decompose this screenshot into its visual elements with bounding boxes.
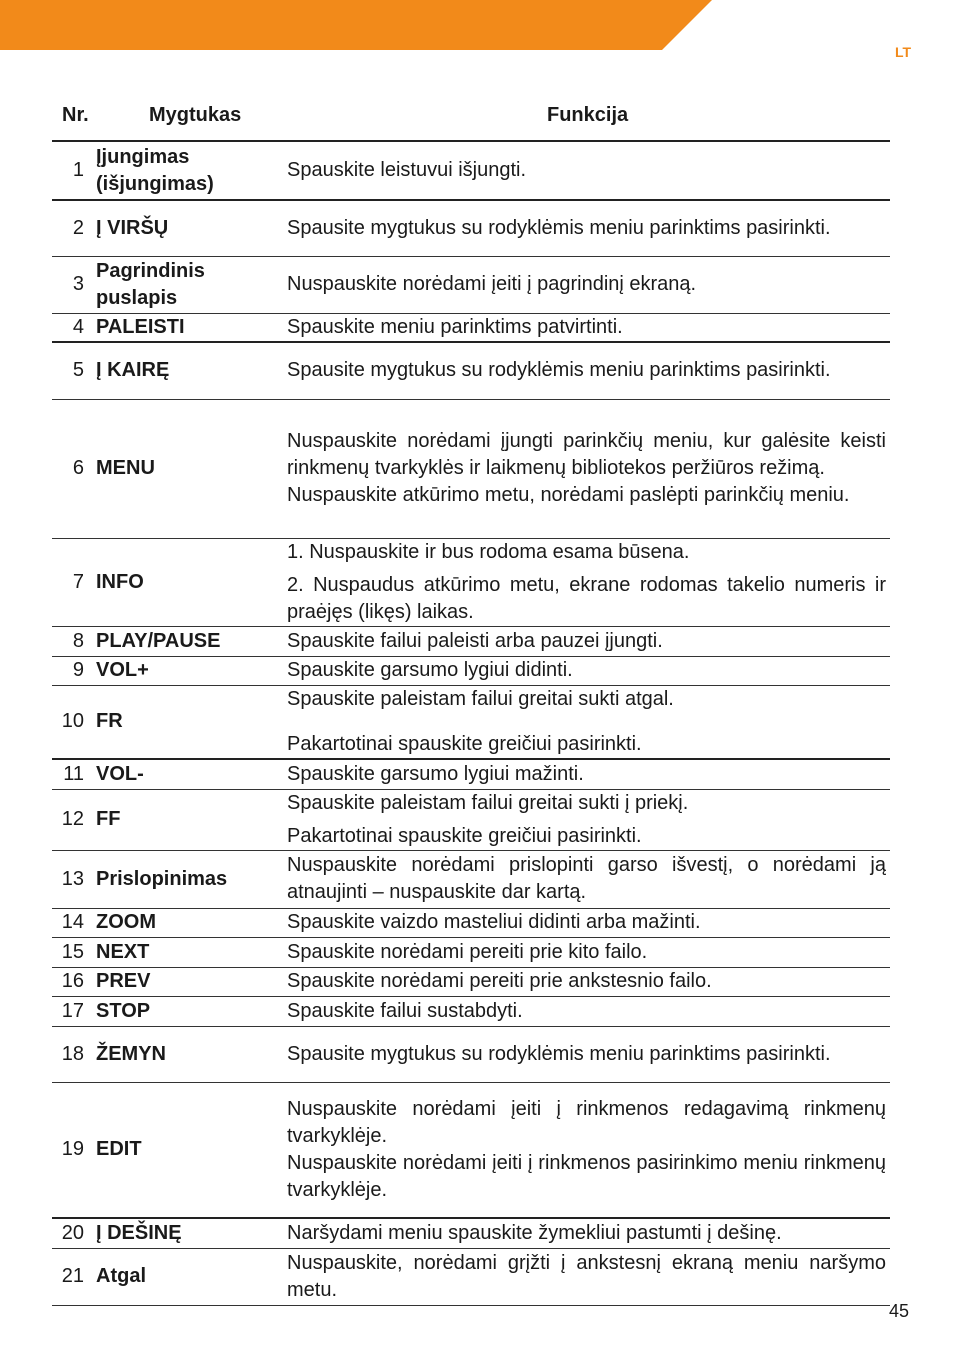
table-row [52, 967, 890, 996]
button-name-line: ZOOM [96, 911, 156, 933]
button-name [96, 656, 287, 685]
function-description [287, 626, 890, 656]
function-paragraph: Spauskite vaizdo masteliui didinti arba mažinti. [287, 911, 701, 933]
function-description [287, 1218, 890, 1248]
function-description [287, 256, 890, 313]
function-description [287, 656, 890, 685]
function-description [287, 200, 890, 256]
button-name [96, 538, 287, 626]
row-number: 12 [52, 789, 96, 850]
table-row [52, 759, 890, 789]
function-description [287, 685, 890, 759]
row-number: 2 [52, 200, 96, 256]
table-row [52, 850, 890, 908]
table-row [52, 789, 890, 850]
column-header-function: Funkcija [547, 104, 629, 126]
page-number: 45 [889, 1301, 910, 1321]
row-number: 19 [52, 1082, 96, 1218]
button-name [96, 967, 287, 996]
row-number: 10 [52, 685, 96, 759]
button-name [96, 626, 287, 656]
function-paragraph: Nuspauskite norėdami prislopinti garso išvestį, o norėdami ją atnaujinti – nuspauskite dar kartą. [287, 854, 886, 903]
function-paragraph: Nuspauskite norėdami įjungti parinkčių meniu, kur galėsite keisti rinkmenų tvarkyklės ir laikmenų bibliotekos peržiūros režimą. [287, 430, 886, 479]
button-name [96, 313, 287, 342]
button-name-line: Įjungimas [96, 145, 190, 168]
table-row [52, 399, 890, 538]
button-name-line: Į DEŠINĘ [96, 1221, 182, 1244]
button-name-line: puslapis [96, 286, 178, 309]
button-name-line: PALEISTI [96, 315, 185, 338]
function-paragraph: Nuspauskite norėdami įeiti į rinkmenos pasirinkimo meniu rinkmenų tvarkyklėje. [287, 1151, 886, 1201]
function-description [287, 937, 890, 967]
button-name [96, 399, 287, 538]
row-number: 16 [52, 967, 96, 996]
button-name [96, 200, 287, 256]
table-row [52, 1026, 890, 1082]
button-name-line: Į VIRŠŲ [96, 216, 169, 239]
function-paragraph: Spauskite meniu parinktims patvirtinti. [287, 315, 623, 338]
row-number: 1 [52, 141, 96, 200]
button-name-line: NEXT [96, 940, 150, 963]
button-name-line: MENU [96, 457, 155, 479]
table-row [52, 1248, 890, 1305]
table-row [52, 1082, 890, 1218]
function-paragraph: Spauskite garsumo lygiui mažinti. [287, 762, 584, 785]
function-paragraph: Spauskite paleistam failui greitai sukti į priekį. [287, 791, 689, 814]
function-paragraph: Spauskite norėdami pereiti prie kito failo. [287, 940, 648, 963]
function-description [287, 538, 890, 626]
row-number: 20 [52, 1218, 96, 1248]
button-name-line: Pagrindinis [96, 259, 205, 282]
function-paragraph: Spausite mygtukus su rodyklėmis meniu parinktims pasirinkti. [287, 1042, 831, 1065]
button-name-line: PLAY/PAUSE [96, 629, 221, 652]
button-name [96, 685, 287, 759]
row-number: 17 [52, 996, 96, 1026]
table-row [52, 937, 890, 967]
row-number: 21 [52, 1248, 96, 1305]
function-description [287, 1026, 890, 1082]
function-description [287, 399, 890, 538]
button-name [96, 141, 287, 200]
function-paragraph: Nuspauskite norėdami įeiti į rinkmenos redagavimą rinkmenų tvarkyklėje. [287, 1097, 886, 1147]
row-number: 18 [52, 1026, 96, 1082]
column-header-button: Mygtukas [149, 104, 242, 126]
function-paragraph: Nuspauskite norėdami įeiti į pagrindinį ekraną. [287, 273, 697, 295]
button-name-line: FF [96, 808, 121, 830]
function-description [287, 1082, 890, 1218]
function-paragraph: Spausite mygtukus su rodyklėmis meniu parinktims pasirinkti. [287, 359, 831, 382]
table-row [52, 626, 890, 656]
function-paragraph: Naršydami meniu spauskite žymekliui pastumti į dešinę. [287, 1221, 782, 1244]
table-row [52, 908, 890, 937]
button-name [96, 789, 287, 850]
table-row [52, 313, 890, 342]
table-row [52, 256, 890, 313]
button-name-line: FR [96, 710, 123, 733]
button-name [96, 850, 287, 908]
row-number: 11 [52, 759, 96, 789]
language-label: LT [895, 44, 912, 60]
row-number: 6 [52, 399, 96, 538]
function-paragraph: Spauskite paleistam failui greitai sukti atgal. [287, 687, 674, 710]
row-number: 15 [52, 937, 96, 967]
button-name-line: (išjungimas) [96, 172, 214, 195]
button-name [96, 1248, 287, 1305]
function-paragraph: 2. Nuspaudus atkūrimo metu, ekrane rodomas takelio numeris ir praėjęs (likęs) laikas. [287, 573, 886, 623]
function-paragraph: Pakartotinai spauskite greičiui pasirinkti. [287, 824, 642, 847]
row-number: 5 [52, 342, 96, 399]
row-number: 7 [52, 538, 96, 626]
button-name-line: VOL+ [96, 659, 149, 681]
row-number: 14 [52, 908, 96, 937]
button-name-line: Į KAIRĘ [96, 359, 170, 382]
button-name [96, 908, 287, 937]
function-description [287, 1248, 890, 1305]
row-number: 4 [52, 313, 96, 342]
header-banner [0, 0, 954, 50]
button-name-line: EDIT [96, 1138, 142, 1161]
function-description [287, 313, 890, 342]
button-name-line: INFO [96, 570, 144, 593]
function-paragraph: 1. Nuspauskite ir bus rodoma esama būsena. [287, 540, 690, 563]
button-name [96, 759, 287, 789]
button-name-line: Prislopinimas [96, 867, 228, 890]
function-description [287, 759, 890, 789]
button-name [96, 937, 287, 967]
function-description [287, 789, 890, 850]
button-name [96, 1026, 287, 1082]
table-row [52, 685, 890, 759]
table-row [52, 342, 890, 399]
button-name [96, 256, 287, 313]
function-paragraph: Spauskite failui paleisti arba pauzei įjungti. [287, 629, 663, 652]
button-name-line: STOP [96, 999, 151, 1022]
function-paragraph: Spauskite failui sustabdyti. [287, 999, 523, 1022]
function-description [287, 908, 890, 937]
row-number: 9 [52, 656, 96, 685]
row-number: 8 [52, 626, 96, 656]
function-paragraph: Spauskite garsumo lygiui didinti. [287, 659, 573, 681]
button-name-line: PREV [96, 970, 151, 992]
button-name [96, 342, 287, 399]
function-description [287, 996, 890, 1026]
row-number: 3 [52, 256, 96, 313]
button-name [96, 1082, 287, 1218]
function-paragraph: Spauskite norėdami pereiti prie ankstesnio failo. [287, 970, 712, 992]
column-header-nr: Nr. [62, 104, 89, 126]
function-paragraph: Spauskite leistuvui išjungti. [287, 159, 527, 181]
function-description [287, 967, 890, 996]
table-row [52, 996, 890, 1026]
function-paragraph: Nuspauskite atkūrimo metu, norėdami paslėpti parinkčių meniu. [287, 484, 850, 506]
function-paragraph: Spausite mygtukus su rodyklėmis meniu parinktims pasirinkti. [287, 216, 831, 239]
function-paragraph: Nuspauskite, norėdami grįžti į ankstesnį ekraną meniu naršymo metu. [287, 1251, 886, 1301]
function-description [287, 850, 890, 908]
button-name [96, 996, 287, 1026]
table-row [52, 1218, 890, 1248]
button-name-line: Atgal [96, 1265, 146, 1287]
function-description [287, 141, 890, 200]
function-paragraph: Pakartotinai spauskite greičiui pasirinkti. [287, 732, 642, 755]
table-row [52, 200, 890, 256]
button-name-line: VOL- [96, 762, 144, 785]
button-function-table [52, 140, 890, 1306]
table-row [52, 538, 890, 626]
function-description [287, 342, 890, 399]
button-name-line: ŽEMYN [96, 1042, 166, 1065]
button-name [96, 1218, 287, 1248]
table-row [52, 656, 890, 685]
row-number: 13 [52, 850, 96, 908]
table-row [52, 141, 890, 200]
